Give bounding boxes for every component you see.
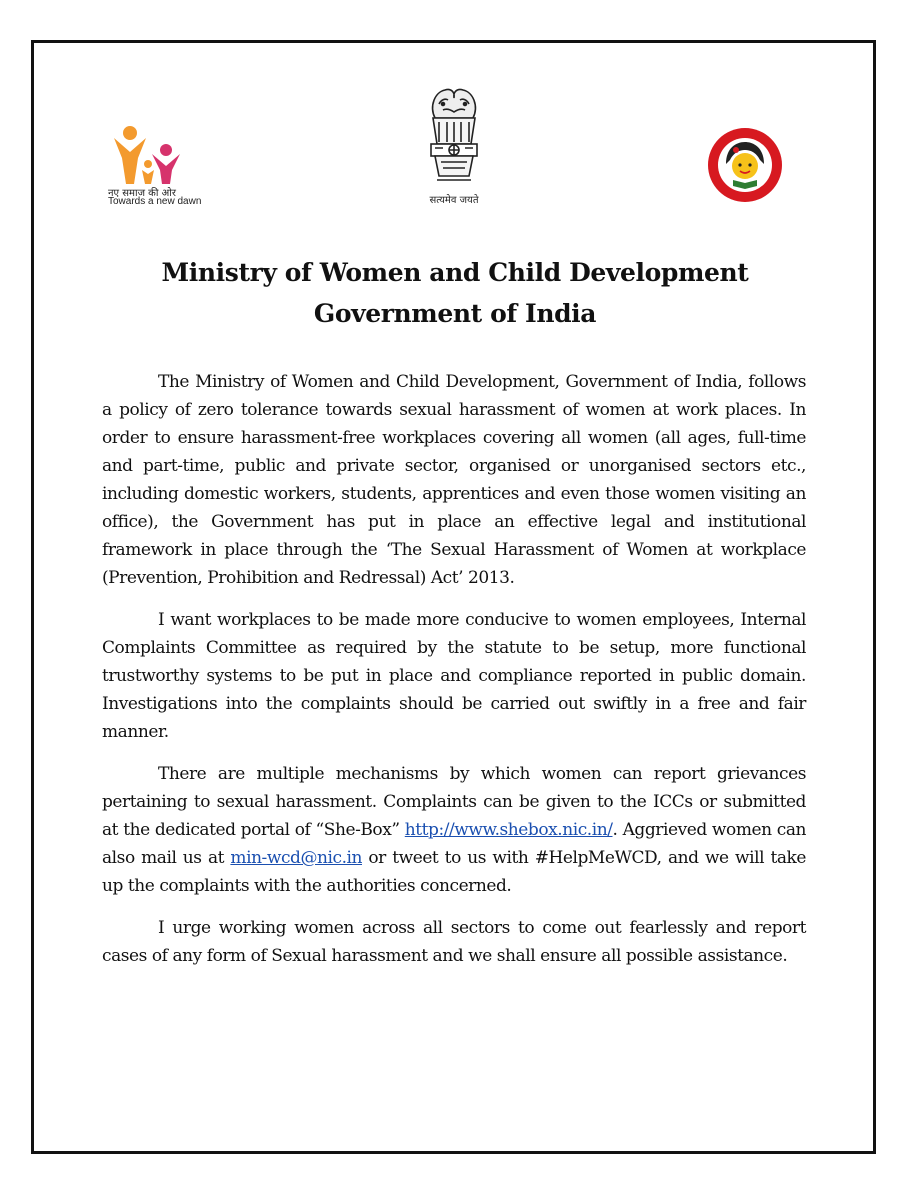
document-body bbox=[102, 368, 806, 984]
paragraph-urge: I urge working women across all sectors to come out fearlessly and report cases of any form of Sexual harassment and we shall ensure all possible assistance. bbox=[102, 918, 806, 966]
mechanisms-text-3: or tweet to us with #HelpMeWCD, and we will take up the complaints with the authorities concerned. bbox=[102, 848, 806, 896]
lion-capital-icon bbox=[421, 84, 487, 190]
title-line-ministry: Ministry of Women and Child Development bbox=[161, 258, 749, 287]
paragraph-mechanisms bbox=[102, 760, 806, 900]
girl-face-icon bbox=[706, 126, 784, 204]
document-title bbox=[60, 252, 850, 334]
emblem-motto: सत्यमेव जयते bbox=[429, 195, 479, 206]
towards-new-dawn-logo bbox=[108, 124, 208, 214]
national-emblem bbox=[414, 84, 494, 209]
paragraph-policy: The Ministry of Women and Child Development, Government of India, follows a policy of zero tolerance towards sexual harassment of women at work places. In order to ensure harassment-free workplaces covering all women (all ages, full-time and part-time, public and private sector, organised or unorganised sectors etc., including domestic workers, students, apprentices and even those women visiting an office), the Government has put in place an effective legal and institutional framework in place through the ‘The Sexual Harassment of Women at workplace (Prevention, Prohibition and Redressal) Act’ 2013. bbox=[102, 372, 806, 588]
logo-tagline-hindi: नए समाज की ओर bbox=[108, 188, 176, 199]
family-figures-icon bbox=[108, 124, 188, 186]
mechanisms-text-2: . Aggrieved women can also mail us at bbox=[102, 820, 807, 868]
beti-bachao-logo bbox=[706, 126, 784, 204]
mechanisms-text-1: There are multiple mechanisms by which women can report grievances pertaining to sexual harassment. Complaints can be given to the ICCs or submitted at the dedicated portal of “She-Box” bbox=[102, 764, 806, 840]
paragraph-workplaces: I want workplaces to be made more conducive to women employees, Internal Complaints Committee as required by the statute to be setup, more functional trustworthy systems to be put in place and compliance reported in public domain. Investigations into the complaints should be carried out swiftly in a free and fair manner. bbox=[102, 610, 806, 742]
title-line-government: Government of India bbox=[313, 299, 597, 328]
email-link[interactable]: min-wcd@nic.in bbox=[230, 848, 363, 868]
logo-tagline-english: Towards a new dawn bbox=[108, 196, 202, 207]
shebox-link[interactable]: http://www.shebox.nic.in/ bbox=[404, 820, 613, 840]
